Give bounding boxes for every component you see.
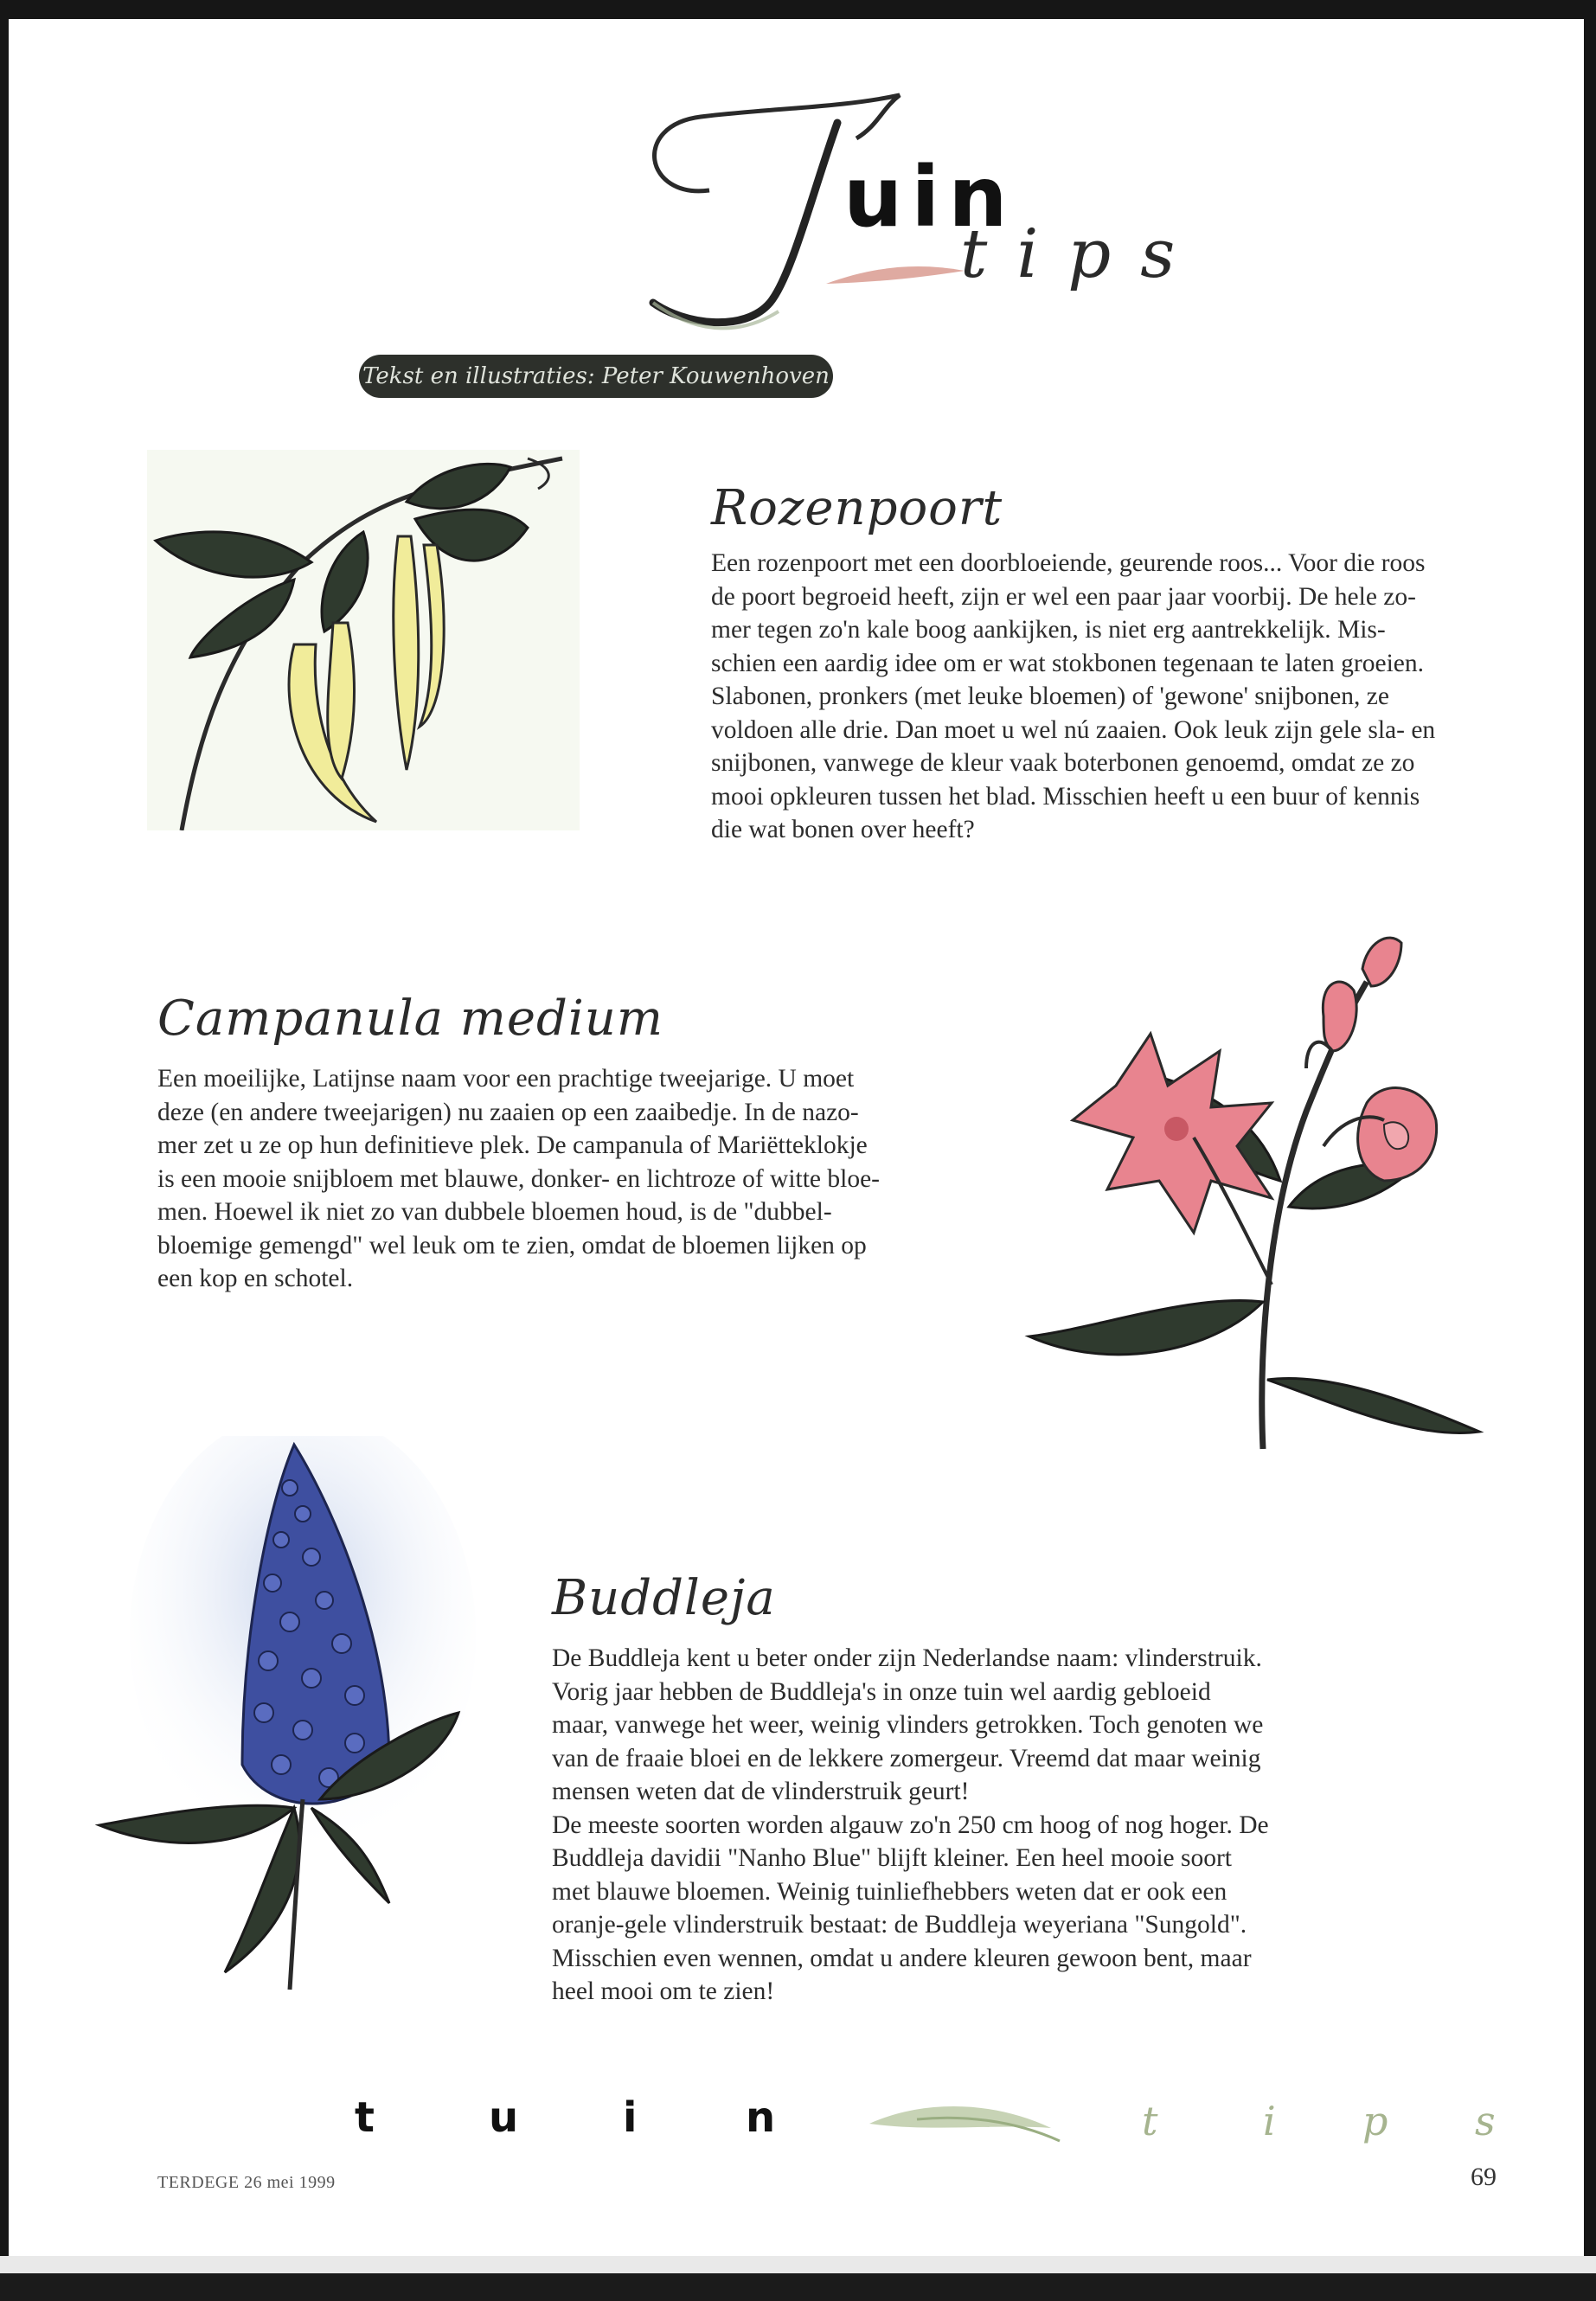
header-title: uin [843,149,1016,246]
footer-letter-i: i [623,2093,638,2142]
section-title-campanula: Campanula medium [157,990,663,1047]
section-body-buddleja: De Buddleja kent u beter onder zijn Nederlandse naam: vlinderstruik. Vorig jaar hebben de Buddleja's in onze tuin wel aardig gebloeid maar, vanwege het weer, weinig vlinders getrokken. Toch genoten we van de fraaie bloei en de lekkere zomergeur. Vreemd dat maar weinig mensen weten dat de vlinderstruik geurt! De meeste soorten worden algauw zo'n 250 cm hoog of nog hoger. De Buddleja davidii "Nanho Blue" blijft kleiner. Een heel mooie soort met blauwe bloemen. Weinig tuinliefhebbers weten dat er ook een oranje-gele vlinderstruik bestaat: de Buddleja weyeriana "Sungold". Misschien even wennen, omdat u andere kleuren gewoon bent, maar heel mooi om te zien! [552,1644,1269,2005]
section-title-buddleja: Buddleja [552,1570,776,1626]
page-number: 69 [1471,2163,1497,2191]
bean-plant-illustration [147,450,580,830]
scan-border-top [0,0,1596,19]
footer-letter-u: u [489,2093,519,2142]
footer-tip-p: p [1362,2098,1388,2144]
svg-text:T: T [789,216,790,217]
footer-leaf-icon [865,2089,1064,2150]
footer-tip-i: i [1263,2098,1276,2144]
buddleja-illustration [95,1436,476,1998]
footer-letter-n: n [746,2093,776,2142]
credit-banner: Tekst en illustraties: Peter Kouwenhoven [359,355,833,398]
header-swoosh [822,258,969,292]
footer-tip-s: s [1475,2098,1496,2144]
footer-letter-t: t [355,2093,375,2142]
footer-tip-t: t [1142,2098,1158,2144]
header-subtitle: tips [960,215,1205,293]
section-body-campanula: Een moeilijke, Latijnse naam voor een prachtige tweejarige. U moet deze (en andere tweejarigen) nu zaaien op een zaaibedje. In de nazo- mer zet u ze op hun definitieve plek. De campanula of Mariëtteklokje is een mooie snijbloem met blauwe, donker- en lichtroze of witte bloe- men. Hoewel ik niet zo van dubbele bloemen houd, is de "dubbel- bloemige gemengd" wel leuk om te zien, omdat de bloemen lijken op een kop en schotel. [157,1065,880,1292]
section-title-rozenpoort: Rozenpoort [711,480,1003,536]
scan-border-right [1584,0,1596,2301]
section-body-rozenpoort: Een rozenpoort met een doorbloeiende, geurende roos... Voor die roos de poort begroeid heeft, zijn er wel een paar jaar voorbij. De hele zo- mer tegen zo'n kale boog aankijken, is niet erg aantrekkelijk. Mis- schien een aardig idee om er wat stokbonen tegenaan te laten groeien. Slabonen, pronkers (met leuke bloemen) of 'gewone' snijbonen, ze voldoen alle drie. Dan moet u wel nú zaaien. Ook leuk zijn gele sla- en snijbonen, vanwege de kleur vaak boterbonen genoemd, omdat ze zo mooi opkleuren tussen het blad. Misschien heeft u een buur of kennis die wat bonen over heeft? [711,549,1436,843]
scan-border-bottom-light [0,2256,1596,2273]
publication-line: TERDEGE 26 mei 1999 [157,2173,336,2192]
scan-border-left [0,0,9,2301]
campanula-illustration [1021,921,1505,1475]
scan-border-bottom [0,2273,1596,2301]
